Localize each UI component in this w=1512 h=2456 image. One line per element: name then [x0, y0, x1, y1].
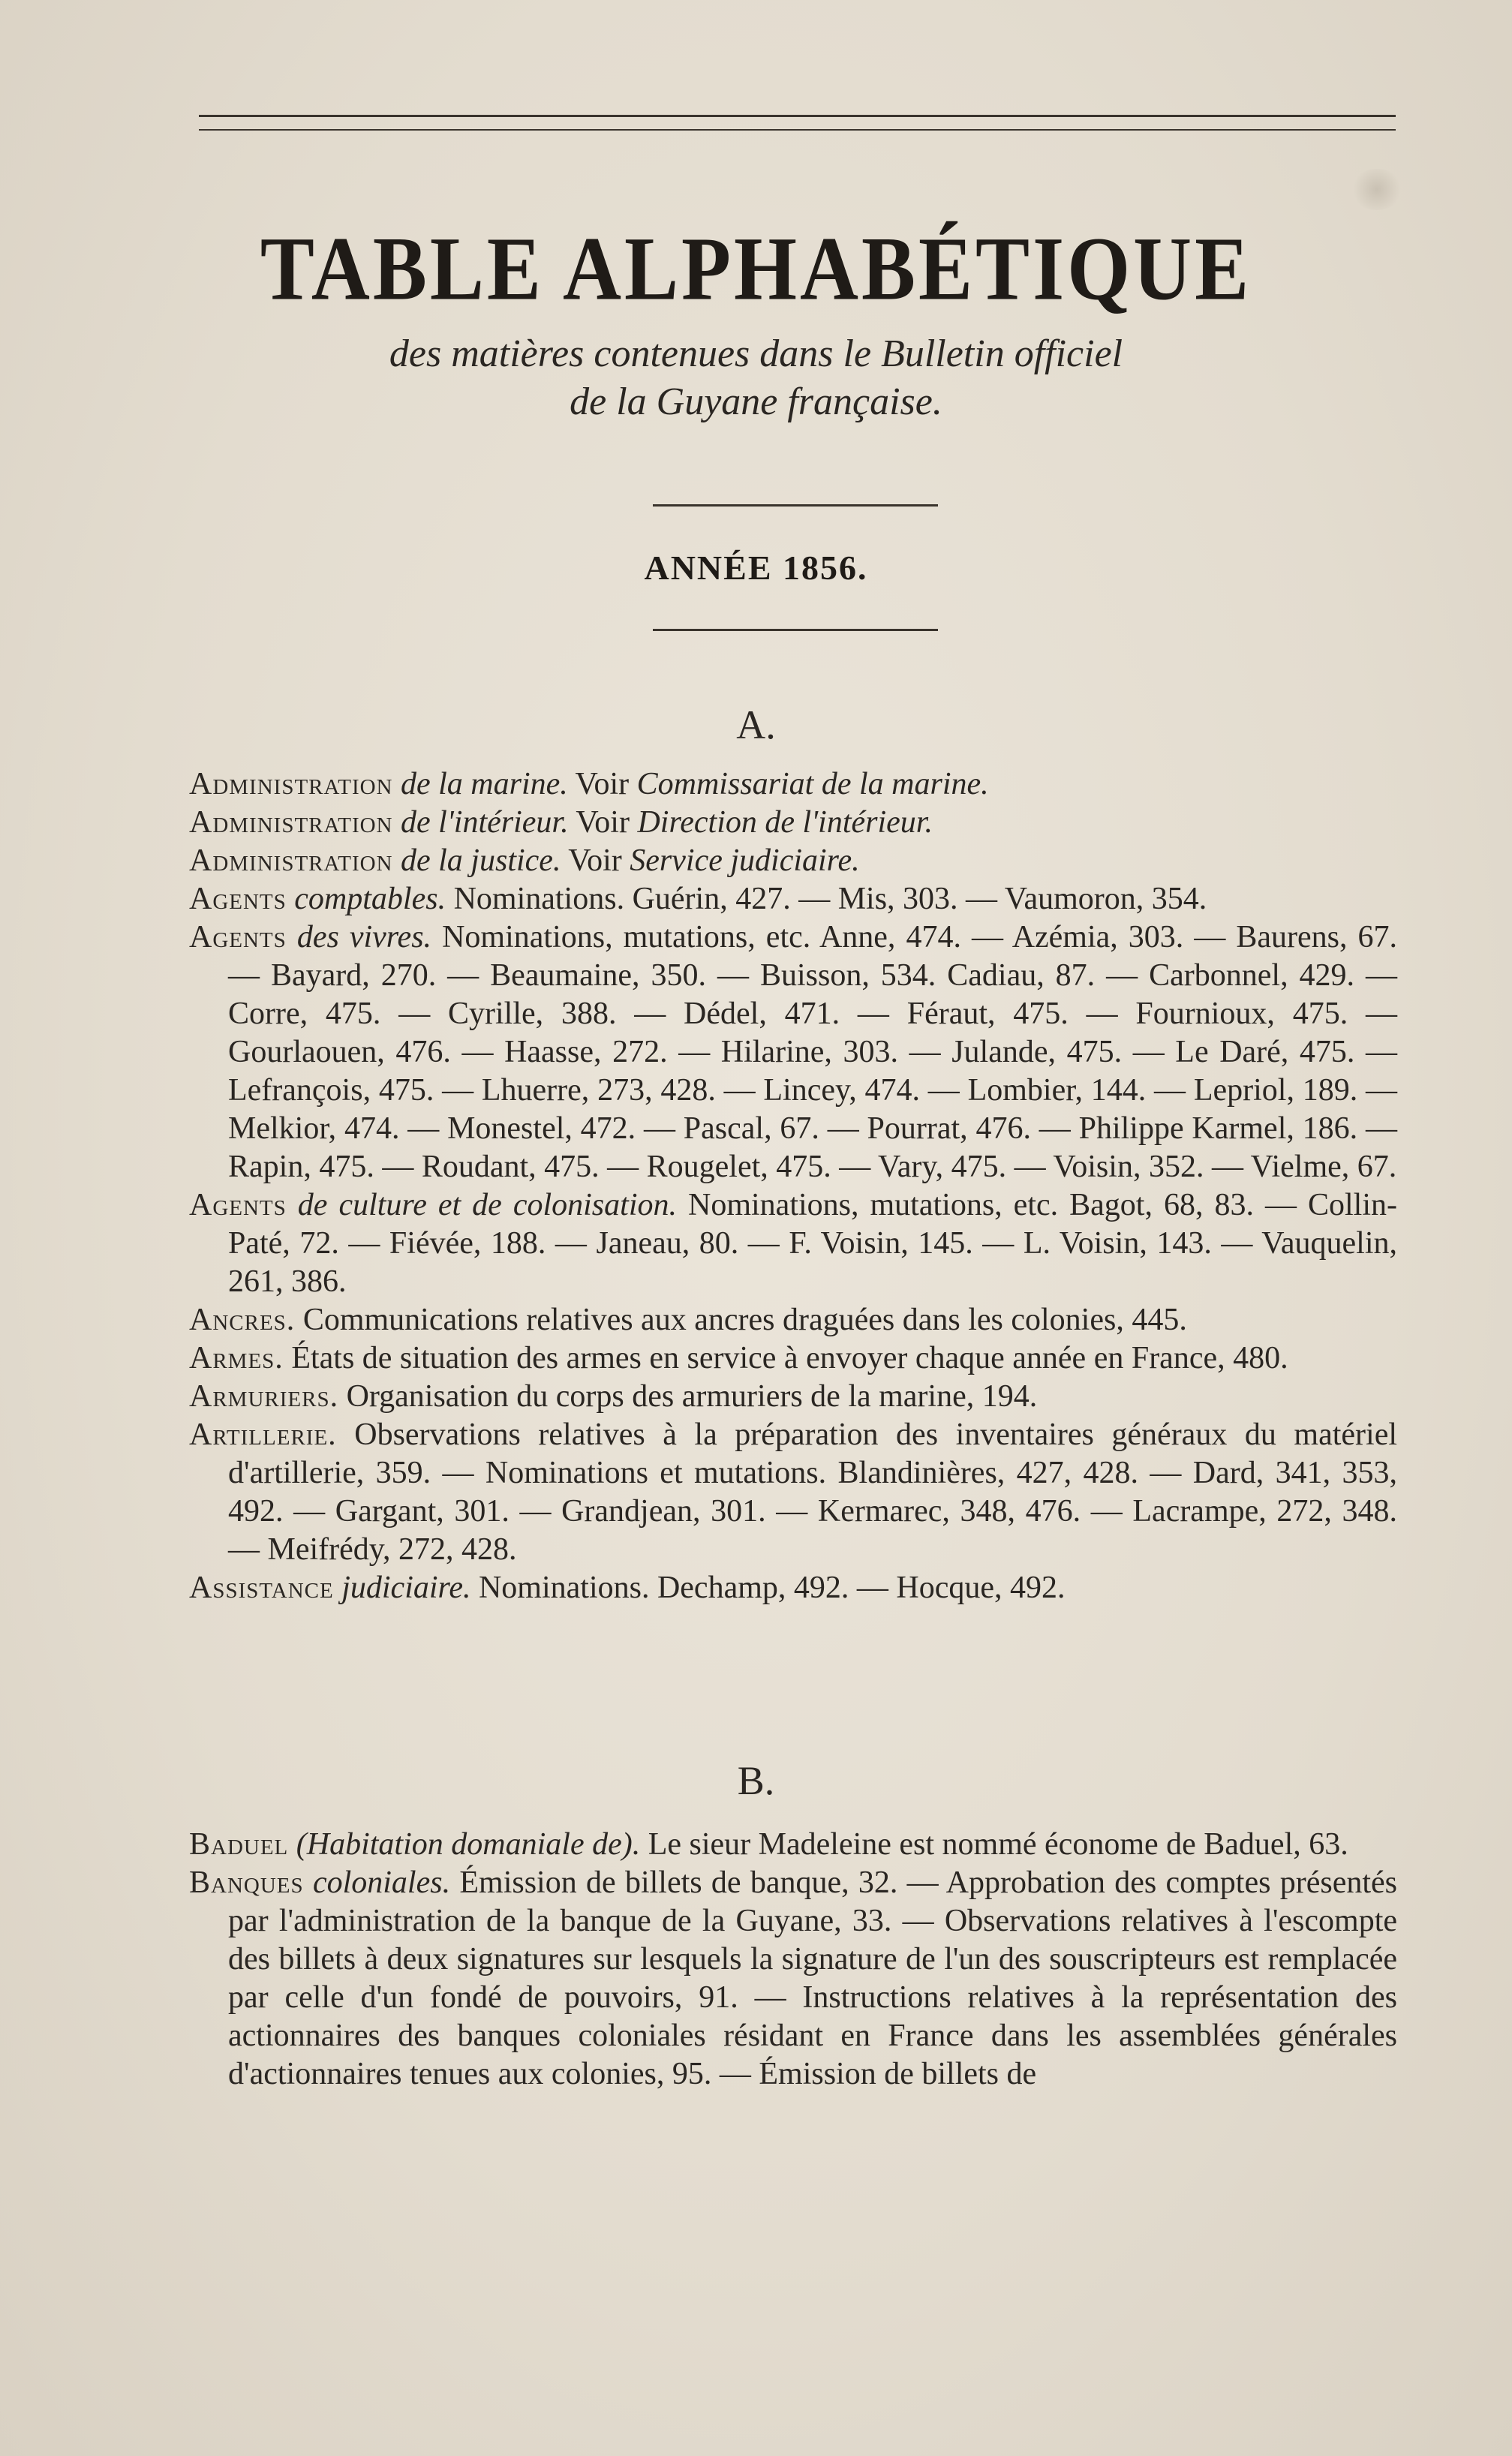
index-entry — [189, 804, 1397, 842]
section-letter-b: B. — [737, 1758, 775, 1803]
divider-rule-above-year — [653, 504, 938, 507]
entry-reference: Commissariat de la marine. — [636, 767, 989, 801]
entry-head: Administration — [189, 843, 393, 878]
entry-head: Administration — [189, 767, 393, 801]
entry-text: Voir — [576, 805, 630, 840]
entry-qualifier: judiciaire. — [341, 1571, 471, 1605]
entry-qualifier: de la marine. — [401, 767, 568, 801]
page-title: TABLE ALPHABÉTIQUE — [260, 219, 1252, 320]
index-entry — [189, 1569, 1397, 1607]
entry-head: Assistance — [189, 1571, 334, 1605]
entry-reference: Direction de l'intérieur. — [637, 805, 933, 840]
subtitle-line-2: de la Guyane française. — [570, 380, 942, 423]
index-entry — [189, 1301, 1397, 1339]
entry-text: Observations relatives à la préparation des inventaires généraux du matériel d'artillerie, 359. — Nominations et mutations. Blandinières, 427, 428. — Dard, 341, 353, 492. — Gargant, 301. — Grandjean, 301. — Kermarec, 348, 476. — Lacrampe, 272, 348. — Meifrédy, 272, 428. — [228, 1417, 1398, 1567]
top-double-rule-upper — [199, 115, 1396, 117]
entry-qualifier: coloniales. — [312, 1865, 451, 1900]
section-b-entries — [189, 1826, 1397, 2094]
entry-text: Voir — [568, 843, 622, 878]
index-entry — [189, 1864, 1397, 2094]
index-entry — [189, 1826, 1397, 1864]
entry-text: Nominations. Guérin, 427. — Mis, 303. — Vaumoron, 354. — [453, 882, 1207, 916]
entry-qualifier: de l'intérieur. — [401, 805, 569, 840]
entry-text: Nominations, mutations, etc. Anne, 474. — Azémia, 303. — Baurens, 67. — Bayard, 270. — Beaumaine, 350. — Buisson, 534. Cadiau, 87. — Carbonnel, 429. — Corre, 475. — Cyrille, 388. — Dédel, 471. — Féraut, 475. — Fournioux, 475. — Gourlaouen, 476. — Haasse, 272. — Hilarine, 303. — Julande, 475. — Le Daré, 475. — Lefrançois, 475. — Lhuerre, 273, 428. — Lincey, 474. — Lombier, 144. — Lepriol, 189. — Melkior, 474. — Monestel, 472. — Pascal, 67. — Pourrat, 476. — Philippe Karmel, 186. — Rapin, 475. — Roudant, 475. — Rougelet, 475. — Vary, 475. — Voisin, 352. — Vielme, 67. — [228, 920, 1398, 1184]
entry-qualifier: de culture et de colonisation. — [297, 1188, 677, 1222]
entry-head: Baduel — [189, 1827, 289, 1862]
year-heading: ANNÉE 1856. — [644, 549, 868, 587]
paper-stain — [1351, 169, 1403, 210]
section-letter-a: A. — [736, 702, 776, 747]
index-entry — [189, 1416, 1397, 1569]
entry-head: Agents — [189, 920, 287, 954]
entry-text: Le sieur Madeleine est nommé économe de Baduel, 63. — [648, 1827, 1348, 1862]
index-entry — [189, 880, 1397, 918]
entry-text: Voir — [575, 767, 630, 801]
entry-text: Communications relatives aux ancres draguées dans les colonies, 445. — [302, 1303, 1187, 1337]
page-subtitle — [0, 330, 1512, 426]
index-entry — [189, 1339, 1397, 1378]
top-double-rule-lower — [199, 129, 1396, 131]
divider-rule-below-year — [653, 629, 938, 631]
entry-text: Nominations. Dechamp, 492. — Hocque, 492. — [478, 1571, 1066, 1605]
index-entry — [189, 1186, 1397, 1301]
entry-text: États de situation des armes en service à envoyer chaque année en France, 480. — [291, 1341, 1288, 1375]
entry-head: Ancres. — [189, 1303, 296, 1337]
entry-head: Armuriers. — [189, 1379, 339, 1414]
index-entry — [189, 918, 1397, 1186]
entry-text: Organisation du corps des armuriers de la marine, 194. — [346, 1379, 1038, 1414]
entry-head: Armes. — [189, 1341, 284, 1375]
entry-head: Artillerie. — [189, 1417, 337, 1452]
entry-qualifier: (Habitation domaniale de). — [296, 1827, 641, 1862]
entry-reference: Service judiciaire. — [630, 843, 860, 878]
section-a-entries — [189, 765, 1397, 1607]
entry-head: Administration — [189, 805, 393, 840]
index-entry — [189, 765, 1397, 804]
entry-qualifier: comptables. — [294, 882, 446, 916]
index-entry — [189, 842, 1397, 880]
entry-head: Agents — [189, 882, 287, 916]
entry-qualifier: de la justice. — [401, 843, 561, 878]
entry-head: Banques — [189, 1865, 304, 1900]
entry-text: Nominations, mutations, etc. Bagot, 68, 83. — Collin-Paté, 72. — Fiévée, 188. — Janeau, 80. — F. Voisin, 145. — L. Voisin, 143. — Vauquelin, 261, 386. — [228, 1188, 1398, 1299]
entry-text: Émission de billets de banque, 32. — Approbation des comptes présentés par l'administration de la banque de la Guyane, 33. — Observations relatives à l'escompte des billets à deux signatures sur lesquels la signature de l'un des souscripteurs est remplacée par celle d'un fondé de pouvoirs, 91. — Instructions relatives à la représentation des actionnaires des banques coloniales résidant en France dans les assemblées générales d'actionnaires tenues aux colonies, 95. — Émission de billets de — [228, 1865, 1398, 2091]
entry-qualifier: des vivres. — [296, 920, 432, 954]
subtitle-line-1: des matières contenues dans le Bulletin officiel — [389, 332, 1123, 375]
entry-head: Agents — [189, 1188, 287, 1222]
index-entry — [189, 1378, 1397, 1416]
